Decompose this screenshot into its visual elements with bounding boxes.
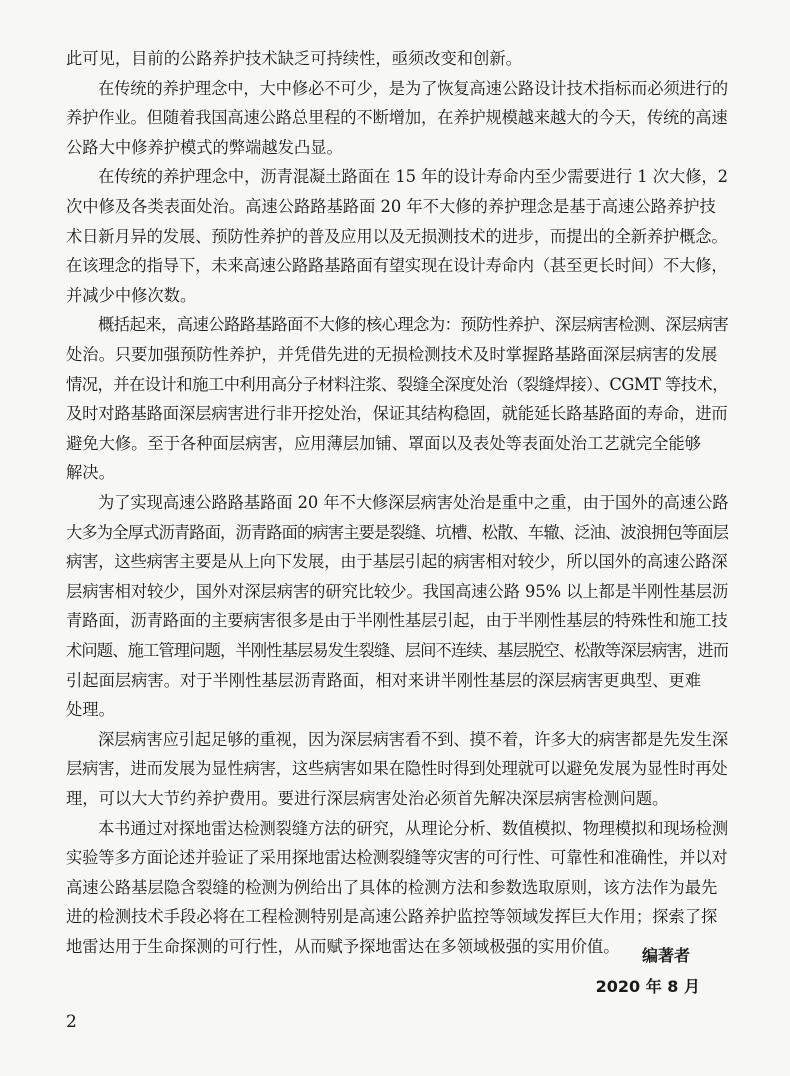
paragraph-line: 引起面层病害。对于半刚性基层沥青路面，相对来讲半刚性基层的深层病害更典型、更难 bbox=[66, 670, 701, 690]
paragraph-line: 术日新月异的发展、预防性养护的普及应用以及无损测技术的进步，而提出的全新养护概念。 bbox=[66, 226, 728, 246]
paragraph-line: 大多为全厚式沥青路面，沥青路面的病害主要是裂缝、坑槽、松散、车辙、泛油、波浪拥包等面层 bbox=[66, 522, 728, 542]
paragraph-line: 养护作业。但随着我国高速公路总里程的不断增加，在养护规模越来越大的今天，传统的高速 bbox=[66, 108, 728, 128]
paragraph-line: 此可见，目前的公路养护技术缺乏可持续性，亟须改变和创新。 bbox=[66, 49, 522, 68]
paragraph-line: 在传统的养护理念中，沥青混凝土路面在 15 年的设计寿命内至少需要进行 1 次大修，2 bbox=[98, 167, 728, 187]
paragraph-line: 及时对路基路面深层病害进行非开挖处治，保证其结构稳固，就能延长路基路面的寿命，进而 bbox=[66, 404, 728, 424]
paragraph-line: 为了实现高速公路路基路面 20 年不大修深层病害处治是重中之重，由于国外的高速公路 bbox=[98, 493, 728, 512]
paragraph-line: 实验等多方面论述并验证了采用探地雷达检测裂缝等灾害的可行性、可靠性和准确性，并以对 bbox=[66, 848, 728, 868]
paragraph-line: 术问题、施工管理问题，半刚性基层易发生裂缝、层间不连续、基层脱空、松散等深层病害，进而 bbox=[66, 641, 728, 660]
paragraph-line: 地雷达用于生命探测的可行性，从而赋予探地雷达在多领域极强的实用价值。 bbox=[66, 937, 620, 956]
paragraph-line: 在该理念的指导下，未来高速公路路基路面有望实现在设计寿命内（甚至更长时间）不大修， bbox=[66, 256, 728, 276]
paragraph-line: 次中修及各类表面处治。高速公路路基路面 20 年不大修的养护理念是基于高速公路养护技 bbox=[66, 197, 716, 216]
paragraph-line: 病害，这些病害主要是从上向下发展，由于基层引起的病害相对较少，所以国外的高速公路深 bbox=[66, 552, 728, 572]
paragraph-line: 概括起来，高速公路路基路面不大修的核心理念为：预防性养护、深层病害检测、深层病害 bbox=[98, 315, 728, 335]
author-signature: 编著者 bbox=[641, 946, 690, 965]
paragraph-line: 层病害，进而发展为显性病害，这些病害如果在隐性时得到处理就可以避免发展为显性时再处 bbox=[66, 759, 728, 779]
date-line: 2020 年 8 月 bbox=[595, 977, 700, 996]
paragraph-line: 在传统的养护理念中，大中修必不可少，是为了恢复高速公路设计技术指标而必须进行的 bbox=[98, 78, 728, 98]
paragraph-line: 避免大修。至于各种面层病害，应用薄层加铺、罩面以及表处等表面处治工艺就完全能够 bbox=[66, 433, 701, 453]
paragraph-line: 情况，并在设计和施工中利用高分子材料注浆、裂缝全深度处治（裂缝焊接）、CGMT 等技术， bbox=[66, 374, 728, 394]
paragraph-line: 公路大中修养护模式的弊端越发凸显。 bbox=[66, 137, 343, 157]
page-number: 2 bbox=[66, 1012, 77, 1032]
paragraph-line: 理，可以大大节约养护费用。要进行深层病害处治必须首先解决深层病害检测问题。 bbox=[66, 789, 669, 808]
paragraph-line: 青路面，沥青路面的主要病害很多是由于半刚性基层引起，由于半刚性基层的特殊性和施工技 bbox=[66, 611, 728, 631]
paragraph-line: 处理。 bbox=[66, 700, 115, 720]
paragraph-line: 高速公路基层隐含裂缝的检测为例给出了具体的检测方法和参数选取原则，该方法作为最先 bbox=[66, 877, 718, 897]
paragraph-line: 进的检测技术手段必将在工程检测特别是高速公路养护监控等领域发挥巨大作用；探索了探 bbox=[66, 907, 718, 927]
paragraph-line: 层病害相对较少，国外对深层病害的研究比较少。我国高速公路 95% 以上都是半刚性基层沥 bbox=[66, 581, 728, 601]
paragraph-line: 深层病害应引起足够的重视，因为深层病害看不到、摸不着，许多大的病害都是先发生深 bbox=[98, 729, 728, 749]
paragraph-line: 解决。 bbox=[66, 463, 115, 483]
paragraph-line: 本书通过对探地雷达检测裂缝方法的研究，从理论分析、数值模拟、物理模拟和现场检测 bbox=[98, 818, 728, 838]
paragraph-line: 处治。只要加强预防性养护，并凭借先进的无损检测技术及时掌握路基路面深层病害的发展 bbox=[66, 345, 718, 364]
paragraph-line: 并减少中修次数。 bbox=[66, 285, 197, 305]
